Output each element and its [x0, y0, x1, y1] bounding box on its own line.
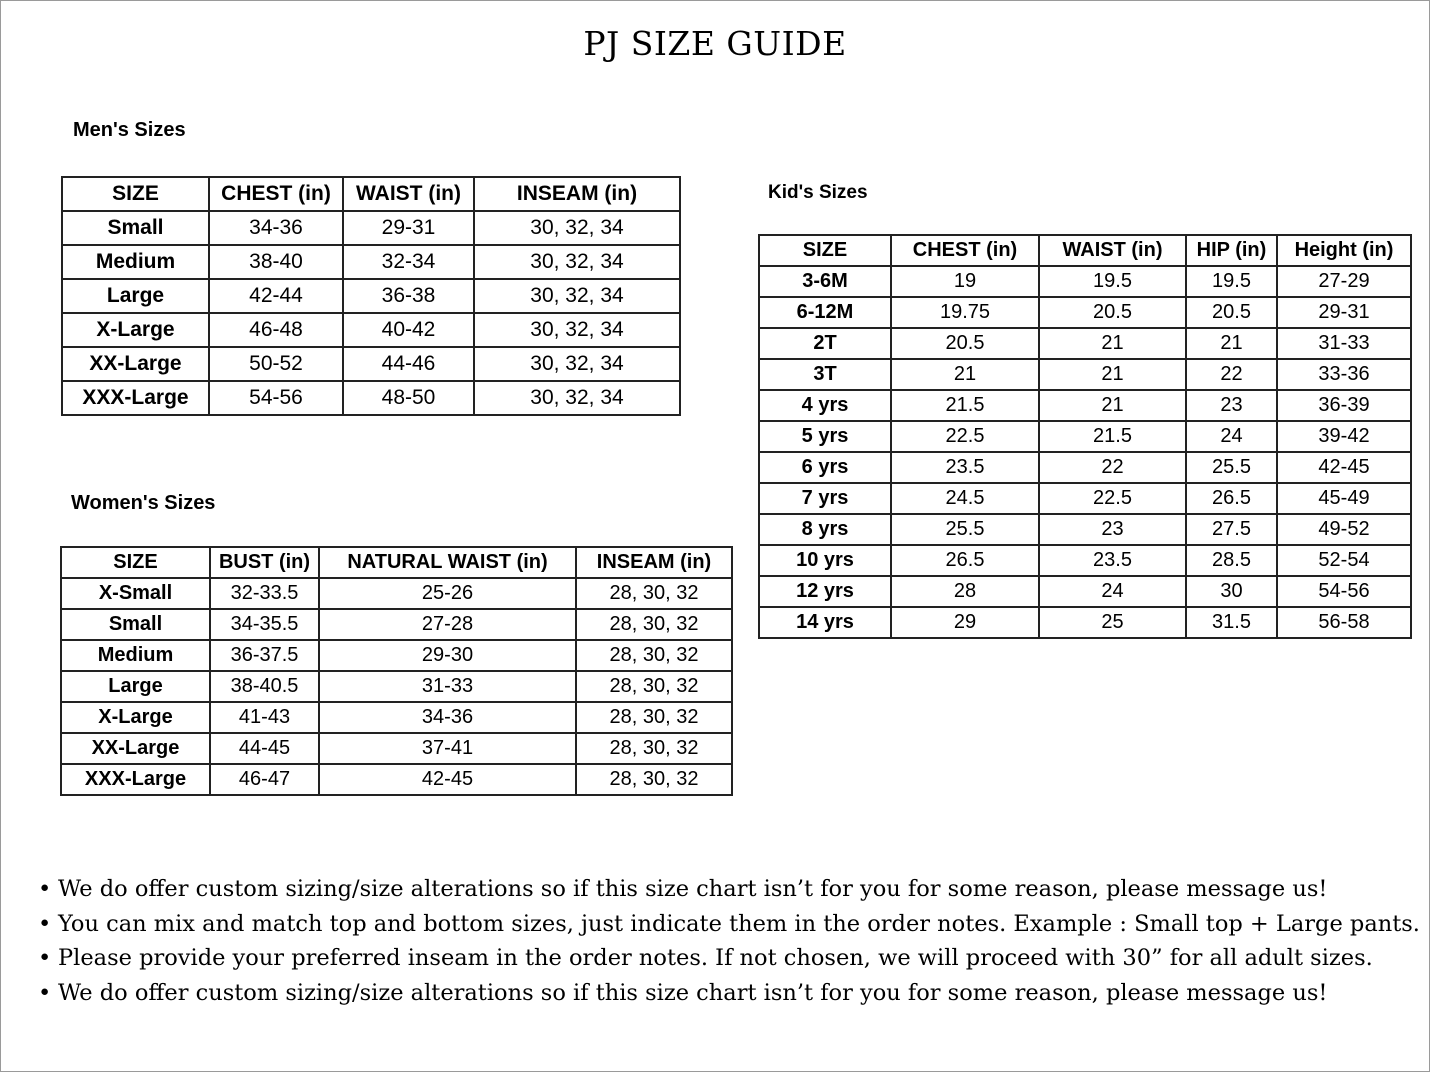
value-cell: 29-31 — [1277, 297, 1411, 328]
value-cell: 24.5 — [891, 483, 1039, 514]
value-cell: 31-33 — [1277, 328, 1411, 359]
size-cell: 3-6M — [759, 266, 891, 297]
note-item — [38, 941, 1418, 976]
table-row — [62, 347, 680, 381]
value-cell: 45-49 — [1277, 483, 1411, 514]
size-cell: 6 yrs — [759, 452, 891, 483]
value-cell: 48-50 — [343, 381, 474, 415]
value-cell: 28, 30, 32 — [576, 702, 732, 733]
size-cell: 10 yrs — [759, 545, 891, 576]
value-cell: 26.5 — [891, 545, 1039, 576]
value-cell: 36-38 — [343, 279, 474, 313]
value-cell: 54-56 — [209, 381, 343, 415]
size-cell: Medium — [62, 245, 209, 279]
value-cell: 29 — [891, 607, 1039, 638]
value-cell: 44-46 — [343, 347, 474, 381]
column-header: HIP (in) — [1186, 235, 1277, 266]
value-cell: 21 — [1039, 390, 1186, 421]
value-cell: 20.5 — [891, 328, 1039, 359]
column-header: Height (in) — [1277, 235, 1411, 266]
value-cell: 28, 30, 32 — [576, 609, 732, 640]
table-row — [62, 245, 680, 279]
column-header: SIZE — [759, 235, 891, 266]
value-cell: 20.5 — [1186, 297, 1277, 328]
column-header: WAIST (in) — [343, 177, 474, 211]
value-cell: 19 — [891, 266, 1039, 297]
size-cell: Small — [62, 211, 209, 245]
table-row — [759, 266, 1411, 297]
table-row — [62, 313, 680, 347]
table-row — [62, 279, 680, 313]
table-row — [759, 328, 1411, 359]
value-cell: 25-26 — [319, 578, 576, 609]
size-cell: 3T — [759, 359, 891, 390]
mens-size-table — [61, 176, 681, 416]
size-cell: Large — [61, 671, 210, 702]
table-row — [759, 359, 1411, 390]
value-cell: 28 — [891, 576, 1039, 607]
bullet-icon: • — [38, 945, 52, 971]
value-cell: 49-52 — [1277, 514, 1411, 545]
value-cell: 30, 32, 34 — [474, 381, 680, 415]
value-cell: 27-29 — [1277, 266, 1411, 297]
value-cell: 40-42 — [343, 313, 474, 347]
value-cell: 34-36 — [209, 211, 343, 245]
size-cell: 14 yrs — [759, 607, 891, 638]
size-cell: Medium — [61, 640, 210, 671]
kids-heading: Kid's Sizes — [768, 182, 868, 203]
note-text: We do offer custom sizing/size alterations so if this size chart isn’t for you for some reason, please message us! — [58, 979, 1328, 1006]
size-cell: 7 yrs — [759, 483, 891, 514]
value-cell: 46-47 — [210, 764, 319, 795]
table-row — [759, 514, 1411, 545]
column-header: CHEST (in) — [891, 235, 1039, 266]
value-cell: 30 — [1186, 576, 1277, 607]
value-cell: 24 — [1039, 576, 1186, 607]
value-cell: 21.5 — [1039, 421, 1186, 452]
table-row — [759, 421, 1411, 452]
column-header: WAIST (in) — [1039, 235, 1186, 266]
size-cell: 4 yrs — [759, 390, 891, 421]
value-cell: 32-34 — [343, 245, 474, 279]
value-cell: 21 — [891, 359, 1039, 390]
column-header: INSEAM (in) — [576, 547, 732, 578]
table-row — [61, 671, 732, 702]
value-cell: 56-58 — [1277, 607, 1411, 638]
value-cell: 28.5 — [1186, 545, 1277, 576]
size-cell: 12 yrs — [759, 576, 891, 607]
value-cell: 22 — [1186, 359, 1277, 390]
value-cell: 25 — [1039, 607, 1186, 638]
column-header: BUST (in) — [210, 547, 319, 578]
value-cell: 42-45 — [1277, 452, 1411, 483]
table-row — [61, 609, 732, 640]
table-row — [759, 607, 1411, 638]
mens-heading: Men's Sizes — [73, 119, 186, 141]
note-item — [38, 872, 1418, 907]
value-cell: 25.5 — [1186, 452, 1277, 483]
value-cell: 38-40 — [209, 245, 343, 279]
size-cell: Large — [62, 279, 209, 313]
value-cell: 28, 30, 32 — [576, 578, 732, 609]
value-cell: 36-39 — [1277, 390, 1411, 421]
value-cell: 23.5 — [1039, 545, 1186, 576]
value-cell: 21 — [1039, 359, 1186, 390]
value-cell: 31.5 — [1186, 607, 1277, 638]
size-cell: XXX-Large — [61, 764, 210, 795]
size-cell: 2T — [759, 328, 891, 359]
value-cell: 19.5 — [1039, 266, 1186, 297]
value-cell: 19.5 — [1186, 266, 1277, 297]
table-row — [759, 483, 1411, 514]
value-cell: 23 — [1039, 514, 1186, 545]
value-cell: 44-45 — [210, 733, 319, 764]
column-header: INSEAM (in) — [474, 177, 680, 211]
value-cell: 30, 32, 34 — [474, 347, 680, 381]
note-item — [38, 976, 1418, 1011]
value-cell: 30, 32, 34 — [474, 211, 680, 245]
bullet-icon: • — [38, 876, 52, 902]
kids-size-table — [758, 234, 1412, 639]
value-cell: 21 — [1039, 328, 1186, 359]
value-cell: 34-36 — [319, 702, 576, 733]
value-cell: 28, 30, 32 — [576, 640, 732, 671]
size-cell: X-Large — [61, 702, 210, 733]
value-cell: 32-33.5 — [210, 578, 319, 609]
size-cell: 8 yrs — [759, 514, 891, 545]
value-cell: 27-28 — [319, 609, 576, 640]
value-cell: 28, 30, 32 — [576, 733, 732, 764]
value-cell: 22.5 — [891, 421, 1039, 452]
note-text: You can mix and match top and bottom sizes, just indicate them in the order notes. Example : Small top + Large pants. — [58, 910, 1420, 937]
size-cell: 6-12M — [759, 297, 891, 328]
value-cell: 21 — [1186, 328, 1277, 359]
table-header-row — [61, 547, 732, 578]
value-cell: 29-31 — [343, 211, 474, 245]
value-cell: 42-45 — [319, 764, 576, 795]
value-cell: 26.5 — [1186, 483, 1277, 514]
value-cell: 42-44 — [209, 279, 343, 313]
value-cell: 46-48 — [209, 313, 343, 347]
table-row — [759, 576, 1411, 607]
value-cell: 21.5 — [891, 390, 1039, 421]
value-cell: 41-43 — [210, 702, 319, 733]
size-cell: 5 yrs — [759, 421, 891, 452]
table-row — [759, 545, 1411, 576]
size-cell: XX-Large — [62, 347, 209, 381]
size-cell: XXX-Large — [62, 381, 209, 415]
value-cell: 29-30 — [319, 640, 576, 671]
value-cell: 24 — [1186, 421, 1277, 452]
column-header: CHEST (in) — [209, 177, 343, 211]
note-text: Please provide your preferred inseam in the order notes. If not chosen, we will proceed with 30” for all adult sizes. — [58, 945, 1373, 971]
value-cell: 36-37.5 — [210, 640, 319, 671]
table-row — [759, 297, 1411, 328]
bullet-icon: • — [38, 910, 52, 937]
table-row — [61, 702, 732, 733]
value-cell: 28, 30, 32 — [576, 764, 732, 795]
table-row — [61, 578, 732, 609]
table-row — [61, 764, 732, 795]
notes-list — [38, 872, 1418, 1010]
table-row — [62, 381, 680, 415]
table-header-row — [759, 235, 1411, 266]
value-cell: 22.5 — [1039, 483, 1186, 514]
value-cell: 23.5 — [891, 452, 1039, 483]
table-row — [61, 733, 732, 764]
value-cell: 37-41 — [319, 733, 576, 764]
value-cell: 50-52 — [209, 347, 343, 381]
value-cell: 30, 32, 34 — [474, 279, 680, 313]
table-header-row — [62, 177, 680, 211]
value-cell: 22 — [1039, 452, 1186, 483]
value-cell: 19.75 — [891, 297, 1039, 328]
bullet-icon: • — [38, 979, 52, 1006]
value-cell: 30, 32, 34 — [474, 313, 680, 347]
value-cell: 25.5 — [891, 514, 1039, 545]
value-cell: 30, 32, 34 — [474, 245, 680, 279]
womens-size-table — [60, 546, 733, 796]
column-header: NATURAL WAIST (in) — [319, 547, 576, 578]
size-cell: X-Large — [62, 313, 209, 347]
womens-heading: Women's Sizes — [71, 492, 216, 514]
table-row — [759, 390, 1411, 421]
size-cell: X-Small — [61, 578, 210, 609]
size-cell: Small — [61, 609, 210, 640]
value-cell: 31-33 — [319, 671, 576, 702]
value-cell: 38-40.5 — [210, 671, 319, 702]
value-cell: 39-42 — [1277, 421, 1411, 452]
table-row — [62, 211, 680, 245]
size-cell: XX-Large — [61, 733, 210, 764]
column-header: SIZE — [61, 547, 210, 578]
value-cell: 28, 30, 32 — [576, 671, 732, 702]
page-title: PJ SIZE GUIDE — [583, 24, 847, 63]
note-item — [38, 907, 1418, 942]
value-cell: 52-54 — [1277, 545, 1411, 576]
value-cell: 27.5 — [1186, 514, 1277, 545]
column-header: SIZE — [62, 177, 209, 211]
table-row — [759, 452, 1411, 483]
value-cell: 34-35.5 — [210, 609, 319, 640]
note-text: We do offer custom sizing/size alterations so if this size chart isn’t for you for some reason, please message us! — [58, 876, 1328, 902]
value-cell: 20.5 — [1039, 297, 1186, 328]
value-cell: 23 — [1186, 390, 1277, 421]
table-row — [61, 640, 732, 671]
value-cell: 54-56 — [1277, 576, 1411, 607]
value-cell: 33-36 — [1277, 359, 1411, 390]
